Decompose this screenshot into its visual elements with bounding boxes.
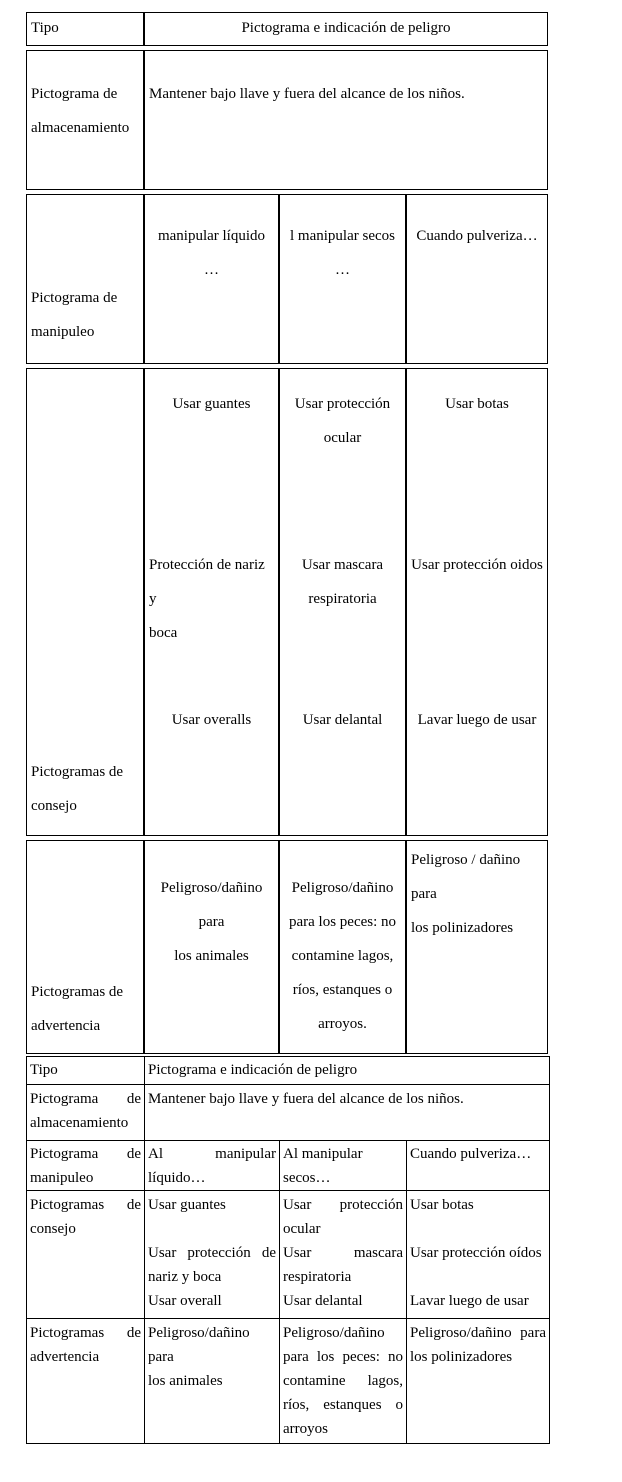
t1-warning-row bbox=[26, 840, 548, 1054]
text-line: respiratoria bbox=[308, 591, 377, 607]
text-line: para los peces: no bbox=[288, 914, 397, 930]
t1-storage-text-cell bbox=[144, 50, 548, 190]
t2-handling-row bbox=[27, 1141, 550, 1191]
text-line: Mantener bajo llave y fuera del alcance de los niños. bbox=[149, 86, 465, 102]
text-line: Usar protección bbox=[283, 1197, 403, 1213]
text-line: Usar protección bbox=[294, 396, 391, 412]
t1-warning-fish-cell bbox=[279, 840, 406, 1054]
text-line: Pictogramas de bbox=[31, 764, 124, 780]
text-line: Pictograma de bbox=[30, 1146, 141, 1162]
text-line bbox=[148, 1217, 276, 1241]
text-line: los polinizadores bbox=[410, 1349, 513, 1365]
t2-warning-label-cell bbox=[27, 1319, 145, 1444]
text-line: manipuleo bbox=[31, 324, 95, 340]
text-line: Peligroso/dañino para bbox=[410, 1325, 546, 1341]
t2-handling-dry-cell bbox=[280, 1141, 407, 1191]
text-line: Usar protección oídos bbox=[410, 1245, 542, 1261]
text-line: Peligroso/dañino bbox=[291, 880, 394, 896]
text-line: los animales bbox=[148, 1373, 223, 1389]
text-line: Peligroso/dañino para bbox=[160, 880, 263, 930]
text-line: ríos, estanques o bbox=[292, 982, 393, 998]
t1-advice-col2-cell bbox=[279, 368, 406, 836]
text-line: Usar delantal bbox=[302, 712, 383, 728]
text-line: Pictograma de bbox=[30, 1091, 141, 1107]
text-line: arroyos. bbox=[318, 1016, 367, 1032]
advice-ear-protection bbox=[411, 548, 543, 582]
advice-nose-mouth bbox=[149, 548, 274, 650]
text-line: Pictogramas de bbox=[30, 1325, 141, 1341]
text-line: ocular bbox=[283, 1221, 321, 1237]
t2-storage-text-cell bbox=[145, 1085, 550, 1141]
text-line: Usar botas bbox=[410, 1197, 474, 1213]
text-line: Usar overall bbox=[148, 1293, 222, 1309]
t1-handling-dry-cell bbox=[279, 194, 406, 364]
text-line: l manipular secos … bbox=[290, 228, 395, 278]
text-line: manipuleo bbox=[30, 1170, 94, 1186]
advice-eye-protection bbox=[284, 387, 401, 455]
pictogram-table-bottom bbox=[26, 1056, 550, 1444]
t2-warning-fish-cell bbox=[280, 1319, 407, 1444]
text-line: Usar guantes bbox=[172, 396, 251, 412]
text-line: ocular bbox=[323, 430, 362, 446]
text-line: advertencia bbox=[30, 1349, 100, 1365]
t1-advice-col1-cell bbox=[144, 368, 279, 836]
t2-handling-spray-cell bbox=[407, 1141, 550, 1191]
text-line: nariz y boca bbox=[148, 1269, 222, 1285]
text-line: Al manipular bbox=[148, 1146, 276, 1162]
text-line: Usar delantal bbox=[283, 1293, 363, 1309]
t1-advice-row bbox=[26, 368, 548, 836]
t2-header-row bbox=[27, 1057, 550, 1085]
text-line bbox=[410, 1217, 546, 1241]
text-line: advertencia bbox=[31, 1018, 101, 1034]
t1-handling-label-cell bbox=[26, 194, 144, 364]
t2-warning-pollinators-cell bbox=[407, 1319, 550, 1444]
t2-advice-col1-cell bbox=[145, 1191, 280, 1319]
t1-header-title-cell: Pictograma e indicación de peligro bbox=[144, 12, 548, 46]
t1-warning-pollinators-cell bbox=[406, 840, 548, 1054]
t1-advice-label-cell bbox=[26, 368, 144, 836]
text-line: contamine lagos, bbox=[283, 1373, 403, 1389]
text-line: Cuando pulveriza… bbox=[416, 228, 538, 244]
text-line: ríos, estanques o bbox=[283, 1397, 403, 1413]
text-line: líquido… bbox=[148, 1170, 206, 1186]
text-line: Pictograma de bbox=[31, 86, 118, 102]
advice-wash bbox=[411, 703, 543, 737]
t2-storage-label-cell bbox=[27, 1085, 145, 1141]
text-line: Peligroso/dañino bbox=[283, 1325, 385, 1341]
t2-advice-row bbox=[27, 1191, 550, 1319]
t2-storage-row bbox=[27, 1085, 550, 1141]
text-line: secos… bbox=[283, 1170, 331, 1186]
t2-warning-row bbox=[27, 1319, 550, 1444]
text-line: Usar mascara bbox=[283, 1245, 403, 1261]
text-line: consejo bbox=[31, 798, 77, 814]
advice-overalls bbox=[149, 703, 274, 737]
t2-advice-col3-cell bbox=[407, 1191, 550, 1319]
t2-header-tipo-cell: Tipo bbox=[27, 1057, 145, 1085]
t1-storage-label-cell bbox=[26, 50, 144, 190]
text-line: Lavar luego de usar bbox=[410, 1293, 529, 1309]
text-line: los animales bbox=[174, 948, 249, 964]
text-line: manipular líquido … bbox=[157, 228, 266, 278]
text-line: Al manipular bbox=[283, 1146, 363, 1162]
text-line: los polinizadores bbox=[411, 920, 514, 936]
text-line: Usar botas bbox=[445, 396, 509, 412]
t2-handling-liquid-cell bbox=[145, 1141, 280, 1191]
advice-boots bbox=[411, 387, 543, 421]
advice-respirator bbox=[284, 548, 401, 616]
text-line: Protección de nariz y bbox=[149, 557, 265, 607]
text-line: consejo bbox=[30, 1221, 76, 1237]
text-line: Usar guantes bbox=[148, 1197, 226, 1213]
text-line bbox=[410, 1265, 546, 1289]
t2-warning-animals-cell bbox=[145, 1319, 280, 1444]
t1-handling-row bbox=[26, 194, 548, 364]
t1-handling-spray-cell bbox=[406, 194, 548, 364]
text-line: boca bbox=[149, 625, 178, 641]
text-line: Usar protección de bbox=[148, 1245, 276, 1261]
text-line: Pictogramas de bbox=[30, 1197, 141, 1213]
text-line: Usar mascara bbox=[301, 557, 384, 573]
text-line: Peligroso/dañino para bbox=[148, 1325, 250, 1365]
t1-handling-liquid-cell bbox=[144, 194, 279, 364]
text-line: Lavar luego de usar bbox=[417, 712, 537, 728]
t2-header-title-cell: Pictograma e indicación de peligro bbox=[145, 1057, 550, 1085]
pictogram-table-top bbox=[26, 8, 548, 1058]
text-line: para los peces: no bbox=[283, 1349, 403, 1365]
text-line: Cuando pulveriza… bbox=[410, 1146, 532, 1162]
text-line: almacenamiento bbox=[30, 1115, 129, 1131]
text-line: Peligroso / dañino para bbox=[411, 852, 521, 902]
text-line: Usar protección oidos bbox=[411, 557, 543, 573]
advice-gloves bbox=[149, 387, 274, 421]
text-line: Pictograma de bbox=[31, 290, 118, 306]
text-line: Pictogramas de bbox=[31, 984, 124, 1000]
t1-storage-row bbox=[26, 50, 548, 190]
t1-advice-col3-cell bbox=[406, 368, 548, 836]
text-line: Mantener bajo llave y fuera del alcance de los niños. bbox=[148, 1091, 464, 1107]
advice-apron bbox=[284, 703, 401, 737]
t2-advice-label-cell bbox=[27, 1191, 145, 1319]
text-line: Usar overalls bbox=[171, 712, 252, 728]
t1-warning-label-cell bbox=[26, 840, 144, 1054]
t1-header-tipo-cell: Tipo bbox=[26, 12, 144, 46]
t2-advice-col2-cell bbox=[280, 1191, 407, 1319]
text-line: almacenamiento bbox=[31, 120, 130, 136]
t1-warning-animals-cell bbox=[144, 840, 279, 1054]
text-line: respiratoria bbox=[283, 1269, 352, 1285]
text-line: contamine lagos, bbox=[291, 948, 394, 964]
t1-header-row bbox=[26, 12, 548, 46]
t2-handling-label-cell bbox=[27, 1141, 145, 1191]
text-line: arroyos bbox=[283, 1421, 328, 1437]
